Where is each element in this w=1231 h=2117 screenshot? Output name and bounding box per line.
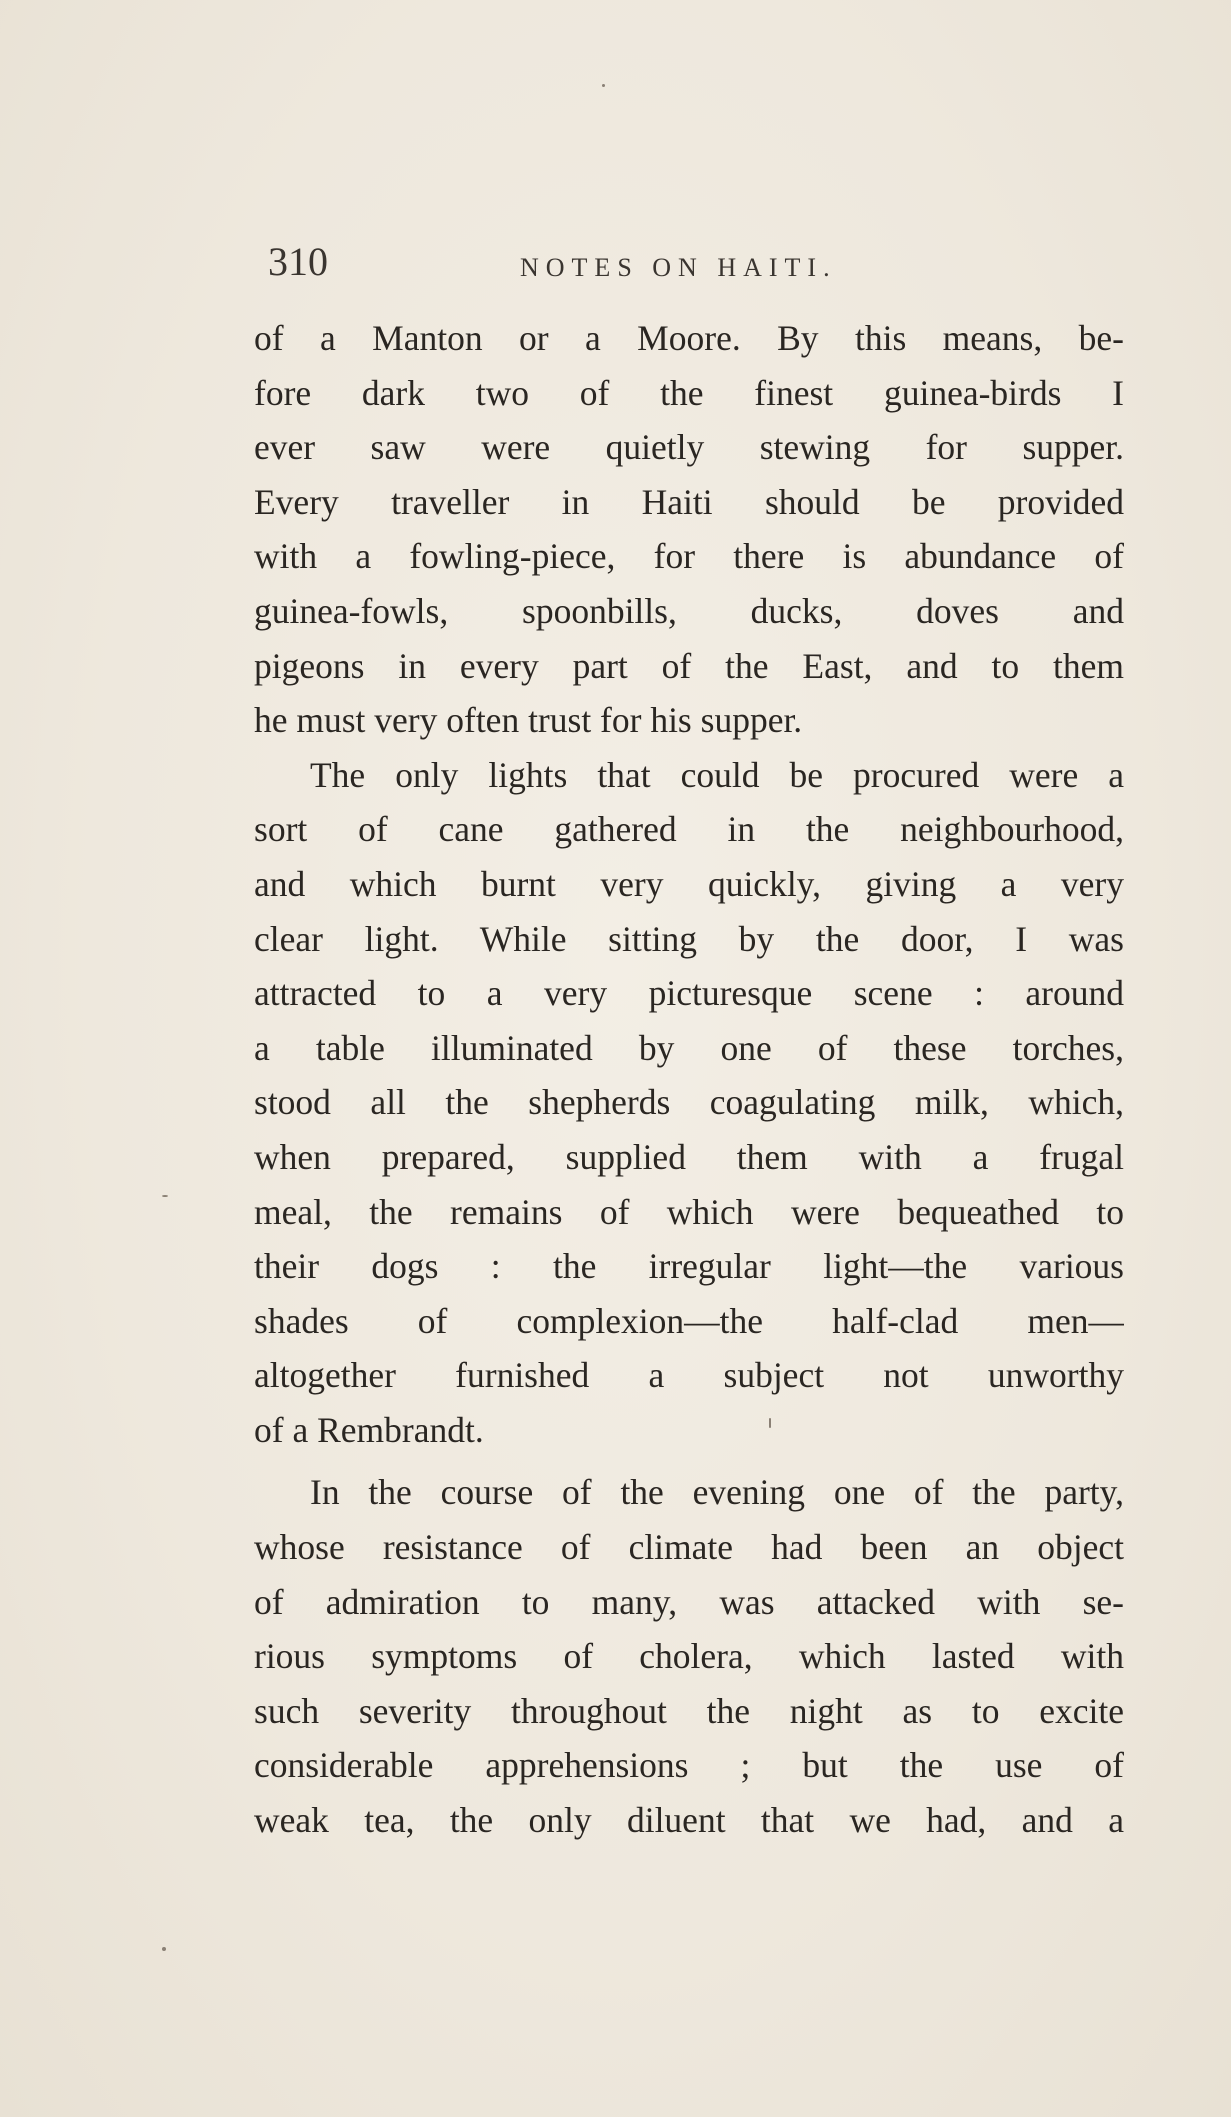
paper-speck — [602, 84, 605, 87]
text-line: ever saw were quietly stewing for supper. — [254, 427, 1124, 468]
paper-speck — [769, 1418, 771, 1428]
text-line: rious symptoms of cholera, which lasted with — [254, 1636, 1124, 1677]
text-line: fore dark two of the finest guinea-birds I — [254, 372, 1124, 413]
text-line: shades of complexion—the half-clad men— — [254, 1300, 1124, 1341]
text-line: and which burnt very quickly, giving a very — [254, 863, 1124, 904]
text-line: guinea-fowls, spoonbills, ducks, doves and — [254, 590, 1124, 631]
text-line: pigeons in every part of the East, and to them — [254, 645, 1124, 686]
text-line: of a Rembrandt. — [254, 1409, 484, 1450]
running-title: NOTES ON HAITI. — [520, 253, 837, 282]
text-line: with a fowling-piece, for there is abundance of — [254, 536, 1124, 577]
text-line: Every traveller in Haiti should be provided — [254, 481, 1124, 522]
paragraph — [254, 1465, 1124, 1847]
paragraph — [254, 748, 1124, 1458]
text-line: weak tea, the only diluent that we had, and a — [254, 1800, 1124, 1841]
text-line: altogether furnished a subject not unworthy — [254, 1355, 1124, 1396]
text-line: of a Manton or a Moore. By this means, be- — [254, 318, 1124, 358]
text-line: attracted to a very picturesque scene : around — [254, 973, 1124, 1014]
text-line: meal, the remains of which were bequeathed to — [254, 1191, 1124, 1232]
text-line: a table illuminated by one of these torches, — [254, 1027, 1124, 1068]
paper-speck — [162, 1195, 168, 1197]
text-line: their dogs : the irregular light—the various — [254, 1246, 1124, 1287]
text-line: such severity throughout the night as to excite — [254, 1690, 1124, 1731]
text-line: of admiration to many, was attacked with se- — [254, 1581, 1124, 1622]
text-line: he must very often trust for his supper. — [254, 700, 803, 741]
running-head — [268, 232, 1124, 292]
paper-speck — [162, 1947, 166, 1951]
text-line: considerable apprehensions ; but the use of — [254, 1745, 1124, 1786]
text-line: when prepared, supplied them with a frugal — [254, 1136, 1124, 1177]
paragraph — [254, 311, 1124, 748]
text-line: The only lights that could be procured were a — [310, 754, 1124, 795]
text-line: sort of cane gathered in the neighbourhood, — [254, 809, 1124, 850]
page-number: 310 — [268, 239, 328, 284]
text-line: stood all the shepherds coagulating milk, which, — [254, 1082, 1124, 1123]
text-line: whose resistance of climate had been an object — [254, 1527, 1124, 1568]
text-line: clear light. While sitting by the door, I was — [254, 918, 1124, 959]
text-line: In the course of the evening one of the party, — [310, 1472, 1124, 1513]
body-text — [254, 311, 1124, 1848]
